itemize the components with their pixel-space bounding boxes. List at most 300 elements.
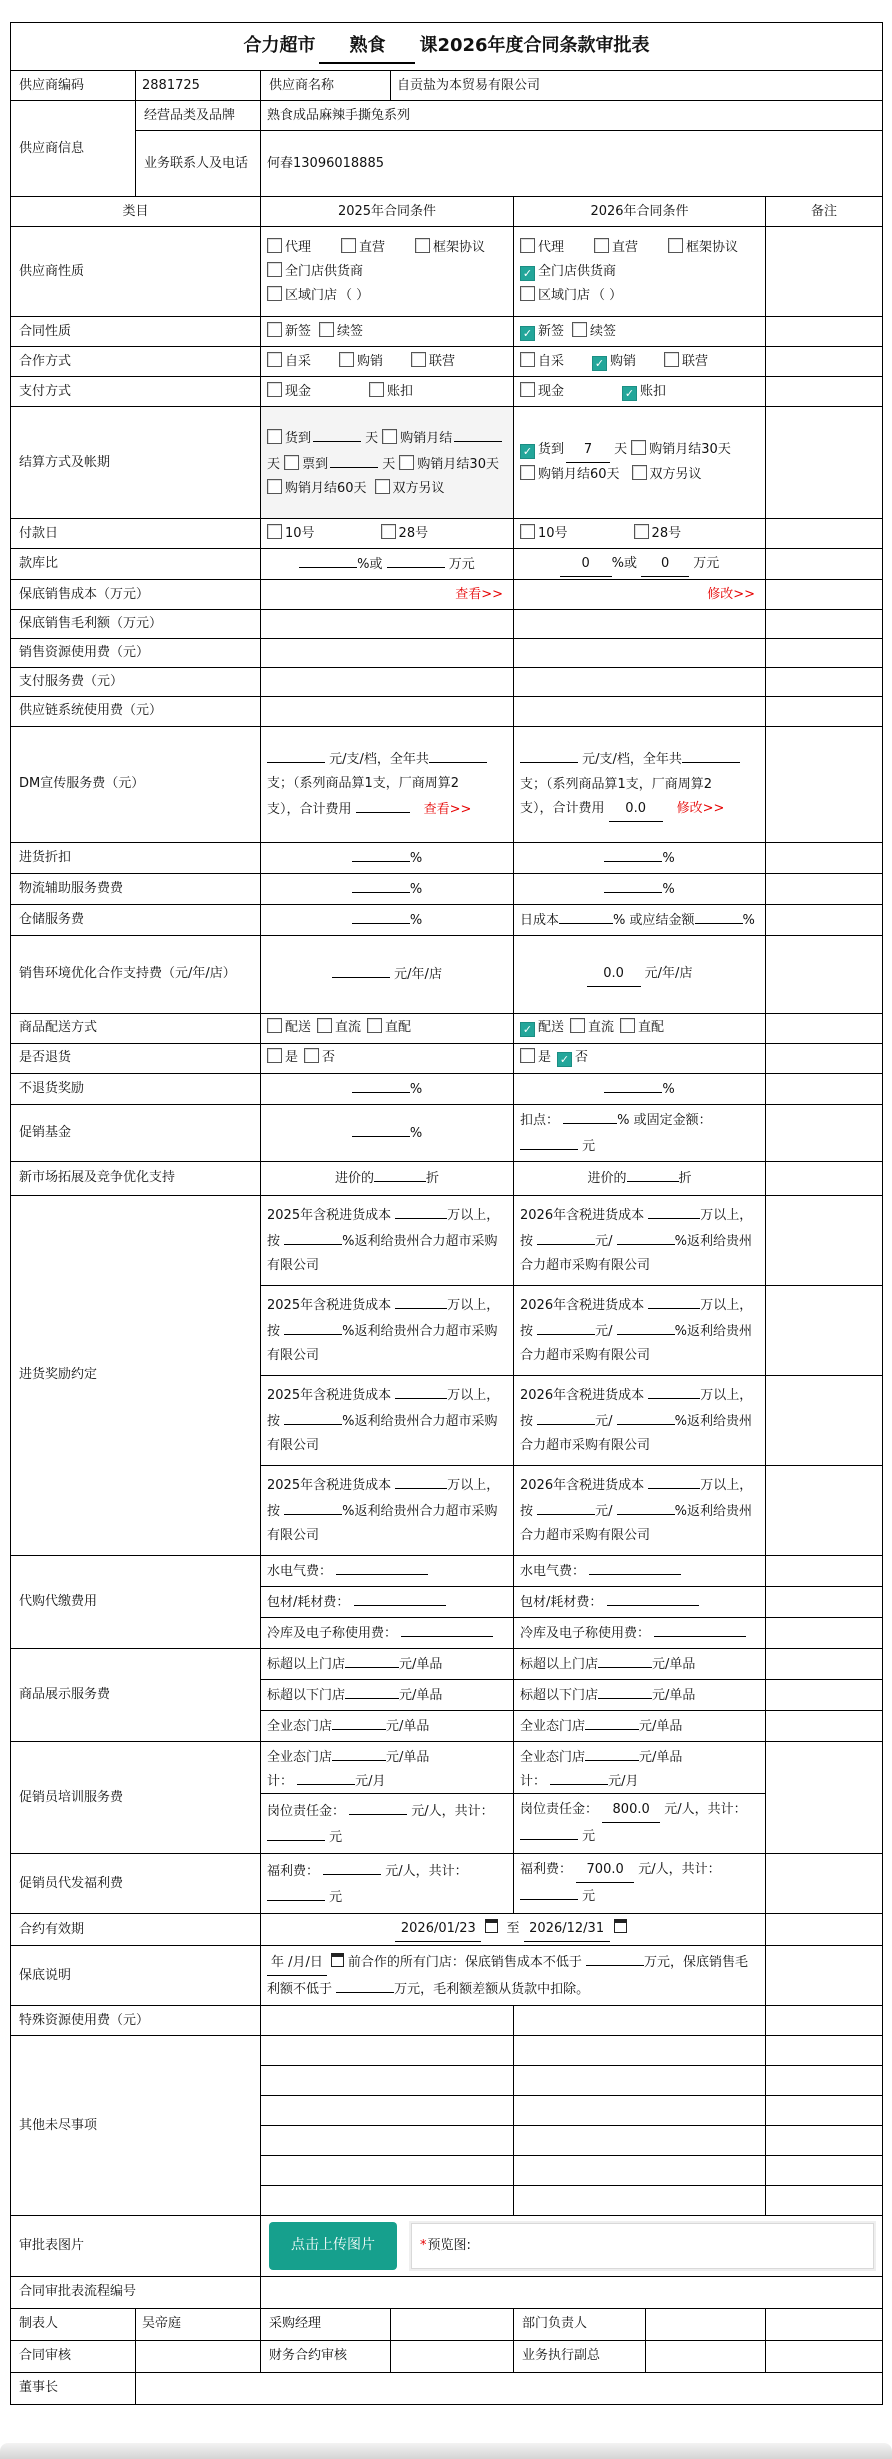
other-matters-remark-cell: [766, 2186, 883, 2216]
other-matters-remark-cell: [766, 2126, 883, 2156]
upload-image-button[interactable]: 点击上传图片: [269, 2222, 397, 2270]
text: 标超以上门店: [267, 1656, 346, 1672]
payment-day-2026-cell: [514, 519, 766, 549]
other-matters-2025-cell: [261, 2096, 514, 2126]
category-brand-label: 经营品类及品牌: [136, 101, 261, 131]
other-matters-2026-cell: [514, 2156, 766, 2186]
display-fee-remark-cell: [766, 1680, 883, 1711]
checkbox-label: 否: [322, 1050, 336, 1066]
checkbox-label: 否: [575, 1050, 589, 1066]
text: 包材/耗材费：: [520, 1594, 607, 1610]
payment-method-2026-cell: [514, 377, 766, 407]
blank-field[interactable]: [336, 1558, 428, 1575]
checkbox-直流[interactable]: [570, 1018, 585, 1033]
row-label-display-fee: 商品展示服务费: [11, 1648, 261, 1741]
blank-field[interactable]: [520, 1133, 578, 1150]
blank-field[interactable]: [654, 1620, 746, 1637]
promoter-training-fee-2026-cell: [514, 1742, 766, 1794]
promoter-training-fee-remark-cell: [766, 1742, 883, 1854]
display-fee-2026-cell: [514, 1680, 766, 1711]
special-resource-fee-remark-cell: [766, 2006, 883, 2036]
blank-field[interactable]: [352, 845, 410, 862]
checkbox-购销月结30天[interactable]: [399, 455, 414, 470]
text: 万以上，按: [520, 1298, 753, 1340]
checkbox-购销月结[interactable]: [382, 429, 397, 444]
blank-field[interactable]: [284, 1498, 342, 1515]
no-return-reward-2026-cell: [514, 1073, 766, 1104]
checkbox-账扣[interactable]: ✓: [622, 386, 637, 401]
text: 标超以上门店: [520, 1656, 599, 1672]
text: 支；（系列商品算1支，厂商周算2: [267, 776, 460, 791]
display-fee-2026-cell: [514, 1648, 766, 1679]
other-matters-remark-cell: [766, 2066, 883, 2096]
checkbox-label: 双方另议: [392, 480, 445, 496]
blank-field[interactable]: [598, 1651, 652, 1668]
blank-field[interactable]: [604, 1076, 662, 1093]
checkbox-label: 28号: [398, 525, 429, 541]
checkbox-label: 代理: [285, 239, 312, 255]
blank-field[interactable]: [617, 1498, 675, 1515]
text: 全业态门店: [520, 1719, 586, 1735]
purchase-manager-value: [391, 2308, 514, 2340]
blank-field[interactable]: [537, 1408, 595, 1425]
text: 计：: [520, 1773, 551, 1789]
purchase-reward-2026-cell: [514, 1195, 766, 1285]
contract-validity-cell: [261, 1914, 766, 1946]
row-label-min-sales-cost: 保底销售成本（万元）: [11, 580, 261, 610]
purchase-reward-remark-cell: [766, 1285, 883, 1375]
checkbox-票到[interactable]: [284, 455, 299, 470]
text: 进价的: [587, 1171, 627, 1187]
text: %: [409, 881, 423, 897]
text: 福利费：: [267, 1863, 324, 1879]
text: 扣点：: [520, 1112, 564, 1128]
text: 元/人，共计：: [634, 1862, 721, 1878]
promoter-welfare-fee-remark-cell: [766, 1854, 883, 1914]
blank-field[interactable]: 800.0: [602, 1798, 660, 1823]
calendar-icon[interactable]: [485, 1919, 498, 1933]
cooperation-mode-2025-cell: [261, 347, 514, 377]
text: 元/月: [355, 1773, 386, 1789]
blank-field[interactable]: 2026/01/23: [395, 1917, 481, 1942]
blank-field[interactable]: [617, 1228, 675, 1245]
blank-field[interactable]: [395, 1292, 447, 1309]
blank-field[interactable]: [520, 1883, 578, 1900]
blank-field[interactable]: [589, 1558, 681, 1575]
delivery-mode-remark-cell: [766, 1013, 883, 1043]
text: （ ）: [339, 287, 370, 303]
checkbox-配送[interactable]: ✓: [520, 1022, 535, 1037]
blank-field[interactable]: [352, 876, 410, 893]
checkbox-新签[interactable]: [267, 322, 282, 337]
checkbox-label: 购销: [610, 353, 637, 369]
supplier-nature-2026-cell: [514, 227, 766, 317]
display-fee-remark-cell: [766, 1711, 883, 1742]
text: 岗位责任金：: [267, 1803, 350, 1819]
checkbox-区域门店[interactable]: [520, 286, 535, 301]
other-matters-remark-cell: [766, 2096, 883, 2126]
blank-field[interactable]: [563, 1107, 617, 1124]
blank-field[interactable]: [267, 1884, 325, 1901]
blank-field[interactable]: [617, 1318, 675, 1335]
text: 2026年含税进货成本: [520, 1388, 649, 1404]
blank-field[interactable]: 0: [641, 552, 689, 577]
link-查看>>[interactable]: 查看>>: [455, 586, 503, 602]
blank-field[interactable]: [284, 1408, 342, 1425]
text: 万以上，按: [267, 1208, 500, 1250]
blank-field[interactable]: [559, 907, 613, 924]
row-label-payment-service-fee: 支付服务费（元）: [11, 668, 261, 697]
checkbox-label: 联营: [682, 353, 709, 369]
text: 进价的: [334, 1171, 374, 1187]
return-allowed-2025-cell: [261, 1043, 514, 1073]
text: %返利给贵州合力超市采购有限公司: [267, 1414, 498, 1454]
purchase-reward-remark-cell: [766, 1375, 883, 1465]
text: 冷库及电子称使用费：: [267, 1625, 402, 1641]
checkbox-label: 续签: [337, 323, 364, 339]
text: 万元，毛利额差额从货款中扣除。: [394, 1982, 590, 1998]
calendar-icon[interactable]: [614, 1919, 627, 1933]
text: 岗位责任金：: [520, 1802, 603, 1818]
text: %: [662, 1081, 675, 1097]
text: % 或应结金额: [613, 912, 695, 928]
blank-field[interactable]: [604, 876, 662, 893]
checkbox-续签[interactable]: [572, 322, 587, 337]
row-label-payment-method: 支付方式: [11, 377, 261, 407]
checkbox-label: 区域门店: [285, 287, 338, 303]
checkbox-否[interactable]: [304, 1048, 319, 1063]
blank-field[interactable]: [648, 1472, 700, 1489]
blank-field[interactable]: [352, 1120, 410, 1137]
no-return-reward-2025-cell: [261, 1073, 514, 1104]
row-label-promo-fund: 促销基金: [11, 1104, 261, 1161]
blank-field[interactable]: [395, 1472, 447, 1489]
purchase-reward-2025-cell: [261, 1285, 514, 1375]
checkbox-账扣[interactable]: [369, 382, 384, 397]
preview-label: 预览图:: [427, 2238, 471, 2253]
business-vp-label: 业务执行副总: [514, 2340, 646, 2372]
sales-env-fee-remark-cell: [766, 935, 883, 1013]
blank-field[interactable]: [356, 796, 410, 813]
text: 元/支/档，全年共: [325, 751, 429, 767]
blank-field[interactable]: [297, 1768, 355, 1785]
blank-field[interactable]: [345, 1682, 399, 1699]
new-market-support-2025-cell: [261, 1161, 514, 1195]
link-查看>>[interactable]: 查看>>: [423, 802, 472, 818]
blank-field[interactable]: [330, 451, 378, 468]
text: %: [409, 850, 423, 866]
blank-field[interactable]: [284, 1318, 342, 1335]
blank-field[interactable]: [454, 425, 502, 442]
checkbox-现金[interactable]: [520, 382, 535, 397]
text: 元/: [595, 1324, 617, 1340]
blank-field[interactable]: [313, 425, 361, 442]
row-label-logistics-fee: 物流辅助服务费费: [11, 873, 261, 904]
logistics-fee-2026-cell: [514, 873, 766, 904]
blank-field[interactable]: [537, 1318, 595, 1335]
blank-field[interactable]: [332, 961, 390, 978]
checkbox-货到[interactable]: ✓: [520, 444, 535, 459]
row-label-promoter-training-fee: 促销员培训服务费: [11, 1742, 261, 1854]
link-修改>>[interactable]: 修改>>: [707, 586, 755, 602]
checkbox-购销[interactable]: [339, 352, 354, 367]
text: %返利给贵州合力超市采购有限公司: [520, 1324, 753, 1364]
checkbox-购销月结30天[interactable]: [631, 440, 646, 455]
payment-service-fee-2025-cell: [261, 668, 514, 697]
checkbox-28号[interactable]: [634, 524, 649, 539]
checkbox-购销[interactable]: ✓: [592, 356, 607, 371]
blank-field[interactable]: 700.0: [576, 1858, 634, 1883]
text: 元/单品: [399, 1656, 443, 1672]
upload-area: [269, 2222, 874, 2270]
blank-field[interactable]: [607, 1589, 699, 1606]
display-fee-2026-cell: [514, 1711, 766, 1742]
checkbox-联营[interactable]: [664, 352, 679, 367]
other-matters-remark-cell: [766, 2156, 883, 2186]
checkbox-续签[interactable]: [319, 322, 334, 337]
new-market-support-remark-cell: [766, 1161, 883, 1195]
contract-nature-2026-cell: [514, 317, 766, 347]
checkbox-代理[interactable]: [520, 238, 535, 253]
blank-field[interactable]: [336, 1976, 394, 1993]
blank-field[interactable]: 7: [566, 438, 610, 463]
blank-field[interactable]: [395, 1382, 447, 1399]
blank-field[interactable]: 0: [560, 552, 612, 577]
purchase-reward-2026-cell: [514, 1375, 766, 1465]
checkbox-直配[interactable]: [620, 1018, 635, 1033]
blank-field[interactable]: [585, 1713, 639, 1730]
delivery-mode-2026-cell: [514, 1013, 766, 1043]
blank-field[interactable]: [284, 1228, 342, 1245]
checkbox-直营[interactable]: [594, 238, 609, 253]
checkbox-直流[interactable]: [317, 1018, 332, 1033]
text: 冷库及电子称使用费：: [520, 1625, 655, 1641]
sales-env-fee-2025-cell: [261, 935, 514, 1013]
scm-system-fee-2026-cell: [514, 697, 766, 726]
text: 计：: [267, 1773, 298, 1789]
checkbox-联营[interactable]: [411, 352, 426, 367]
text: 元/: [595, 1414, 617, 1430]
blank-field[interactable]: 年 /月/日: [267, 1951, 327, 1976]
text: 福利费：: [520, 1862, 577, 1878]
blank-field[interactable]: [648, 1202, 700, 1219]
row-label-purchase-discount: 进货折扣: [11, 842, 261, 873]
delivery-mode-2025-cell: [261, 1013, 514, 1043]
blank-field[interactable]: [682, 746, 740, 763]
checkbox-10号[interactable]: [520, 524, 535, 539]
blank-field[interactable]: [354, 1589, 446, 1606]
payment-inventory-ratio-2025-cell: [261, 549, 514, 580]
checkbox-现金[interactable]: [267, 382, 282, 397]
review-row-remark-cell: [766, 2340, 883, 2372]
agency-fees-2026-cell: [514, 1617, 766, 1648]
blank-field[interactable]: [537, 1228, 595, 1245]
blank-field[interactable]: [598, 1682, 652, 1699]
text: 万元，保底销售毛利额不低于: [267, 1955, 749, 1998]
blank-field[interactable]: [387, 551, 445, 568]
checkbox-label: 框架协议: [686, 239, 739, 255]
agency-fees-2025-cell: [261, 1617, 514, 1648]
payment-service-fee-remark-cell: [766, 668, 883, 697]
checkbox-label: 购销月结60天: [285, 480, 367, 496]
blank-field[interactable]: [267, 1824, 325, 1841]
display-fee-remark-cell: [766, 1648, 883, 1679]
contract-approval-form: [10, 22, 882, 2405]
text: %或: [357, 557, 387, 573]
checkbox-label: 直流: [588, 1020, 615, 1036]
text: 支；（系列商品算1支，厂商周算2: [520, 776, 713, 792]
purchase-reward-remark-cell: [766, 1465, 883, 1555]
checkbox-label: 货到: [538, 442, 565, 458]
checkbox-框架协议[interactable]: [415, 238, 430, 253]
return-allowed-remark-cell: [766, 1043, 883, 1073]
checkbox-框架协议[interactable]: [668, 238, 683, 253]
text: 日成本: [520, 912, 560, 928]
blank-field[interactable]: [550, 1768, 608, 1785]
text: %: [662, 881, 675, 897]
blank-field[interactable]: [627, 1165, 679, 1182]
blank-field[interactable]: [267, 746, 325, 763]
blank-field[interactable]: [648, 1382, 700, 1399]
blank-field[interactable]: [345, 1651, 399, 1668]
text: 元/年/店: [640, 965, 693, 981]
bottom-bar: [0, 2443, 892, 2459]
text: 天: [378, 456, 400, 472]
checkbox-全门店供货商[interactable]: [267, 262, 282, 277]
text: %或: [611, 555, 642, 571]
text: %返利给贵州合力超市采购有限公司: [520, 1504, 753, 1544]
min-sales-cost-remark-cell: [766, 580, 883, 610]
blank-field[interactable]: [585, 1744, 639, 1761]
checkbox-双方另议[interactable]: [632, 465, 647, 480]
blank-field[interactable]: 0.0: [609, 797, 663, 822]
warehouse-fee-2026-cell: [514, 904, 766, 935]
checkbox-代理[interactable]: [267, 238, 282, 253]
agency-fees-remark-cell: [766, 1617, 883, 1648]
agency-fees-remark-cell: [766, 1555, 883, 1586]
display-fee-2025-cell: [261, 1711, 514, 1742]
text: 天: [610, 442, 632, 458]
calendar-icon[interactable]: [331, 1953, 344, 1967]
checkbox-是[interactable]: [267, 1048, 282, 1063]
checkbox-区域门店[interactable]: [267, 286, 282, 301]
text: %: [409, 912, 423, 928]
checkbox-配送[interactable]: [267, 1018, 282, 1033]
blank-field[interactable]: [401, 1620, 493, 1637]
checkbox-新签[interactable]: ✓: [520, 326, 535, 341]
row-label-approval-image: 审批表图片: [11, 2216, 261, 2277]
blank-field[interactable]: 0.0: [587, 962, 641, 987]
checkbox-28号[interactable]: [381, 524, 396, 539]
other-matters-2026-cell: [514, 2096, 766, 2126]
blank-field[interactable]: [332, 1713, 386, 1730]
sales-resource-fee-2025-cell: [261, 639, 514, 668]
checkbox-10号[interactable]: [267, 524, 282, 539]
blank-field[interactable]: [604, 845, 662, 862]
text: %返利给贵州合力超市采购有限公司: [267, 1324, 498, 1364]
checkbox-双方另议[interactable]: [375, 479, 390, 494]
payment-inventory-ratio-remark-cell: [766, 549, 883, 580]
blank-field[interactable]: [352, 907, 410, 924]
blank-field[interactable]: [537, 1498, 595, 1515]
agency-fees-2026-cell: [514, 1555, 766, 1586]
text: 万以上，按: [267, 1478, 500, 1520]
blank-field[interactable]: [617, 1408, 675, 1425]
logistics-fee-2025-cell: [261, 873, 514, 904]
dept-head-value: [646, 2308, 766, 2340]
text: 元: [325, 1829, 343, 1845]
supplier-code-value: 2881725: [136, 71, 261, 101]
checkbox-自采[interactable]: [267, 352, 282, 367]
checkbox-label: 10号: [538, 525, 568, 541]
business-vp-value: [646, 2340, 766, 2372]
blank-field[interactable]: [648, 1292, 700, 1309]
blank-field[interactable]: [395, 1202, 447, 1219]
blank-field[interactable]: [520, 1823, 578, 1840]
chairman-value: [136, 2372, 883, 2404]
payment-day-remark-cell: [766, 519, 883, 549]
other-matters-2026-cell: [514, 2186, 766, 2216]
checkbox-否[interactable]: ✓: [557, 1052, 572, 1067]
blank-field[interactable]: [586, 1949, 644, 1966]
checkbox-自采[interactable]: [520, 352, 535, 367]
blank-field[interactable]: [520, 746, 578, 763]
header-category: 类目: [11, 197, 261, 227]
purchase-discount-2025-cell: [261, 842, 514, 873]
min-gross-profit-2026-cell: [514, 610, 766, 639]
text: 2025年含税进货成本: [267, 1298, 396, 1314]
special-resource-fee-2026-cell: [514, 2006, 766, 2036]
checkbox-label: 是: [285, 1050, 299, 1066]
blank-field[interactable]: [332, 1744, 386, 1761]
checkbox-购销月结60天[interactable]: [520, 465, 535, 480]
checkbox-label: 续签: [590, 323, 617, 339]
checkbox-直配[interactable]: [367, 1018, 382, 1033]
agency-fees-2025-cell: [261, 1586, 514, 1617]
agency-fees-2025-cell: [261, 1555, 514, 1586]
text: 万元: [444, 557, 475, 573]
blank-field[interactable]: [323, 1858, 381, 1875]
checkbox-直营[interactable]: [341, 238, 356, 253]
blank-field[interactable]: [695, 907, 743, 924]
checkbox-label: 是: [538, 1050, 552, 1066]
text: 标超以下门店: [267, 1688, 346, 1703]
promoter-training-fee-2025-cell: [261, 1742, 514, 1794]
blank-field[interactable]: [429, 746, 487, 763]
checkbox-购销月结60天[interactable]: [267, 479, 282, 494]
other-matters-2025-cell: [261, 2036, 514, 2066]
row-label-chairman: 董事长: [11, 2372, 136, 2404]
blank-field[interactable]: 2026/12/31: [524, 1917, 610, 1942]
row-label-no-return-reward: 不退货奖励: [11, 1073, 261, 1104]
checkbox-是[interactable]: [520, 1048, 535, 1063]
checkbox-货到[interactable]: [267, 429, 282, 444]
blank-field[interactable]: [352, 1076, 410, 1093]
blank-field[interactable]: [299, 551, 357, 568]
text: 天: [267, 456, 285, 472]
checkbox-label: 双方另议: [649, 467, 702, 483]
text: 万以上，按: [520, 1388, 753, 1430]
form-title-suffix: 课2026年度合同条款审批表: [419, 35, 650, 56]
preview-box: [411, 2223, 874, 2269]
contract-nature-2025-cell: [261, 317, 514, 347]
blank-field[interactable]: [349, 1798, 407, 1815]
link-修改>>[interactable]: 修改>>: [676, 800, 725, 816]
checkbox-label: 全门店供货商: [538, 263, 617, 279]
checkbox-全门店供货商[interactable]: ✓: [520, 266, 535, 281]
checkbox-label: 货到: [285, 430, 312, 446]
blank-field[interactable]: [374, 1165, 426, 1182]
